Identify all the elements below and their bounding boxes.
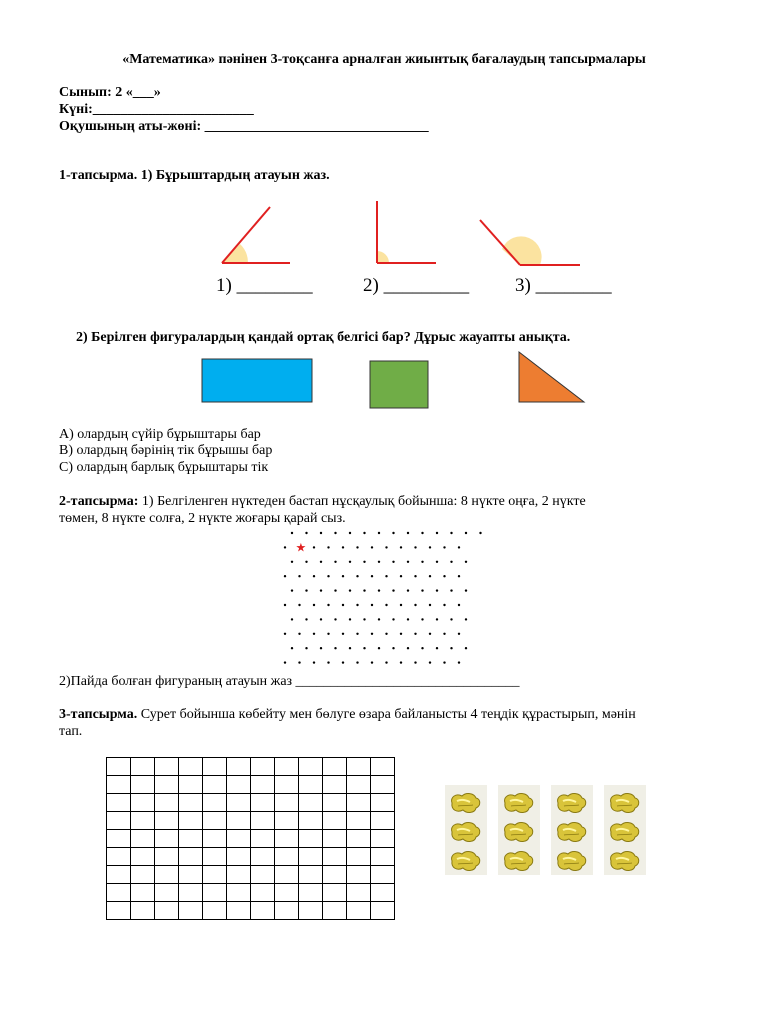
grid-cell[interactable] [323, 902, 347, 920]
grid-dot[interactable] [349, 618, 351, 620]
grid-dot[interactable] [436, 647, 438, 649]
grid-cell[interactable] [131, 884, 155, 902]
grid-dot[interactable] [458, 633, 460, 635]
grid-dot[interactable] [342, 575, 344, 577]
start-point-star-icon: ★ [295, 540, 307, 555]
grid-dot[interactable] [356, 661, 358, 663]
grid-dot[interactable] [342, 661, 344, 663]
grid-dot[interactable] [443, 575, 445, 577]
grid-dot[interactable] [291, 561, 293, 563]
grid-cell[interactable] [347, 812, 371, 830]
grid-dot[interactable] [298, 575, 300, 577]
student-name-line: Оқушының аты-жөні: ________________________________ [59, 119, 429, 134]
grid-cell[interactable] [131, 866, 155, 884]
grid-dot[interactable] [443, 546, 445, 548]
grid-cell[interactable] [323, 812, 347, 830]
grid-dot[interactable] [371, 546, 373, 548]
grid-dot[interactable] [392, 561, 394, 563]
grid-cell[interactable] [323, 848, 347, 866]
grid-cell[interactable] [275, 812, 299, 830]
nut-group [498, 785, 540, 875]
grid-cell[interactable] [179, 848, 203, 866]
grid-cell[interactable] [371, 830, 395, 848]
grid-cell[interactable] [107, 794, 131, 812]
grid-cell[interactable] [107, 884, 131, 902]
grid-cell[interactable] [203, 758, 227, 776]
grid-cell[interactable] [179, 884, 203, 902]
blue-rectangle [202, 359, 312, 402]
grid-cell[interactable] [227, 812, 251, 830]
grid-cell[interactable] [299, 848, 323, 866]
task2-question2: 2)Пайда болған фигураның атауын жаз ________________________________ [59, 674, 520, 689]
grid-row [107, 848, 395, 866]
grid-dot[interactable] [334, 647, 336, 649]
grid-cell[interactable] [107, 848, 131, 866]
grid-cell[interactable] [179, 776, 203, 794]
grid-cell[interactable] [371, 794, 395, 812]
orange-right-triangle [519, 352, 584, 402]
grid-dot[interactable] [334, 561, 336, 563]
grid-dot[interactable] [356, 575, 358, 577]
grid-cell[interactable] [275, 848, 299, 866]
obtuse-angle [480, 220, 580, 265]
grid-dot[interactable] [305, 618, 307, 620]
grid-dot[interactable] [407, 532, 409, 534]
grid-cell[interactable] [275, 884, 299, 902]
grid-cell[interactable] [155, 884, 179, 902]
grid-dot[interactable] [385, 546, 387, 548]
grid-dot[interactable] [320, 561, 322, 563]
grid-dot[interactable] [298, 604, 300, 606]
grid-cell[interactable] [107, 830, 131, 848]
grid-cell[interactable] [275, 794, 299, 812]
grid-cell[interactable] [251, 848, 275, 866]
grid-dot[interactable] [450, 532, 452, 534]
grid-row [107, 884, 395, 902]
grid-dot[interactable] [443, 604, 445, 606]
grid-dot[interactable] [429, 661, 431, 663]
grid-cell[interactable] [203, 902, 227, 920]
grid-cell[interactable] [227, 776, 251, 794]
grid-cell[interactable] [155, 848, 179, 866]
grid-cell[interactable] [251, 794, 275, 812]
nut-group [445, 785, 487, 875]
grid-cell[interactable] [227, 848, 251, 866]
grid-cell[interactable] [371, 848, 395, 866]
grid-dot[interactable] [385, 575, 387, 577]
grid-dot[interactable] [349, 561, 351, 563]
grid-cell[interactable] [323, 776, 347, 794]
grid-dot[interactable] [421, 561, 423, 563]
grid-cell[interactable] [155, 902, 179, 920]
grid-cell[interactable] [107, 902, 131, 920]
grid-dot[interactable] [479, 532, 481, 534]
task3-heading-label: 3-тапсырма. [59, 707, 138, 722]
grid-dot[interactable] [327, 546, 329, 548]
grid-dot[interactable] [436, 561, 438, 563]
grid-dot[interactable] [400, 661, 402, 663]
grid-cell[interactable] [155, 794, 179, 812]
grid-dot[interactable] [327, 633, 329, 635]
grid-dot[interactable] [334, 618, 336, 620]
grid-row [107, 794, 395, 812]
grid-dot[interactable] [465, 532, 467, 534]
grid-dot[interactable] [363, 589, 365, 591]
grid-dot[interactable] [356, 633, 358, 635]
grid-cell[interactable] [371, 884, 395, 902]
grid-dot[interactable] [320, 647, 322, 649]
grid-dot[interactable] [414, 633, 416, 635]
grid-cell[interactable] [227, 830, 251, 848]
grid-dot[interactable] [363, 561, 365, 563]
grid-dot[interactable] [436, 618, 438, 620]
grid-cell[interactable] [323, 866, 347, 884]
grid-dot[interactable] [342, 546, 344, 548]
grid-dot[interactable] [291, 647, 293, 649]
grid-cell[interactable] [275, 776, 299, 794]
grid-cell[interactable] [299, 866, 323, 884]
grid-dot[interactable] [407, 589, 409, 591]
grid-dot[interactable] [385, 633, 387, 635]
grid-cell[interactable] [131, 812, 155, 830]
grid-dot[interactable] [305, 589, 307, 591]
angle-label-1: 1) ________ [216, 275, 313, 296]
grid-cell[interactable] [275, 902, 299, 920]
grid-cell[interactable] [371, 866, 395, 884]
grid-cell[interactable] [131, 758, 155, 776]
grid-dot[interactable] [421, 532, 423, 534]
grid-dot[interactable] [349, 589, 351, 591]
grid-dot[interactable] [313, 661, 315, 663]
grid-cell[interactable] [251, 776, 275, 794]
grid-dot[interactable] [291, 618, 293, 620]
task2-heading-label: 2-тапсырма: [59, 494, 139, 509]
grid-dot[interactable] [284, 546, 286, 548]
grid-cell[interactable] [131, 794, 155, 812]
grid-dot[interactable] [356, 546, 358, 548]
task3-heading [59, 707, 636, 723]
grid-cell[interactable] [275, 866, 299, 884]
grid-dot[interactable] [371, 604, 373, 606]
grid-cell[interactable] [251, 812, 275, 830]
green-square [370, 361, 428, 408]
grid-dot[interactable] [378, 589, 380, 591]
grid-dot[interactable] [334, 532, 336, 534]
grid-row [107, 776, 395, 794]
grid-dot[interactable] [465, 647, 467, 649]
acute-angle [222, 207, 290, 263]
grid-dot[interactable] [378, 647, 380, 649]
grid-cell[interactable] [251, 758, 275, 776]
grid-dot[interactable] [400, 633, 402, 635]
grid-dot[interactable] [320, 589, 322, 591]
class-line: Сынып: 2 «___» [59, 85, 161, 100]
grid-dot[interactable] [407, 618, 409, 620]
grid-cell[interactable] [299, 758, 323, 776]
grid-dot[interactable] [443, 633, 445, 635]
grid-cell[interactable] [155, 758, 179, 776]
option-c: С) олардың барлық бұрыштары тік [59, 460, 269, 475]
grid-cell[interactable] [251, 830, 275, 848]
grid-dot[interactable] [414, 604, 416, 606]
grid-dot[interactable] [320, 618, 322, 620]
grid-dot[interactable] [378, 561, 380, 563]
grid-dot[interactable] [371, 661, 373, 663]
grid-dot[interactable] [421, 589, 423, 591]
grid-dot[interactable] [313, 633, 315, 635]
grid-cell[interactable] [251, 902, 275, 920]
grid-dot[interactable] [400, 575, 402, 577]
grid-dot[interactable] [421, 647, 423, 649]
grid-cell[interactable] [131, 830, 155, 848]
grid-dot[interactable] [356, 604, 358, 606]
grid-dot[interactable] [327, 575, 329, 577]
grid-dot[interactable] [327, 604, 329, 606]
grid-dot[interactable] [342, 633, 344, 635]
grid-cell[interactable] [227, 902, 251, 920]
grid-cell[interactable] [299, 794, 323, 812]
grid-cell[interactable] [323, 758, 347, 776]
grid-cell[interactable] [203, 776, 227, 794]
grid-cell[interactable] [107, 776, 131, 794]
task2-heading-line2: төмен, 8 нүкте солға, 2 нүкте жоғары қарай сыз. [59, 511, 346, 526]
grid-dot[interactable] [313, 604, 315, 606]
grid-cell[interactable] [299, 776, 323, 794]
nut-group [551, 785, 593, 875]
grid-cell[interactable] [155, 866, 179, 884]
answer-grid[interactable] [106, 757, 395, 920]
grid-dot[interactable] [400, 604, 402, 606]
grid-cell[interactable] [131, 776, 155, 794]
option-b: В) олардың бәрінің тік бұрышы бар [59, 443, 273, 458]
grid-cell[interactable] [227, 758, 251, 776]
grid-dot[interactable] [414, 661, 416, 663]
grid-dot[interactable] [284, 661, 286, 663]
grid-cell[interactable] [203, 812, 227, 830]
grid-row [107, 812, 395, 830]
grid-dot[interactable] [421, 618, 423, 620]
grid-cell[interactable] [227, 866, 251, 884]
grid-cell[interactable] [347, 830, 371, 848]
grid-dot[interactable] [465, 561, 467, 563]
grid-cell[interactable] [347, 758, 371, 776]
task3-heading-text: Сурет бойынша көбейту мен бөлуге өзара байланысты 4 теңдік құрастырып, мәнін [137, 707, 636, 722]
grid-dot[interactable] [450, 561, 452, 563]
grid-cell[interactable] [203, 866, 227, 884]
grid-dot[interactable] [400, 546, 402, 548]
grid-cell[interactable] [347, 866, 371, 884]
grid-cell[interactable] [347, 884, 371, 902]
grid-dot[interactable] [407, 561, 409, 563]
grid-cell[interactable] [107, 866, 131, 884]
grid-dot[interactable] [363, 618, 365, 620]
grid-dot[interactable] [284, 633, 286, 635]
task3-heading-line2: тап. [59, 724, 83, 739]
grid-dot[interactable] [429, 575, 431, 577]
task1-question2: 2) Берілген фигуралардың қандай ортақ белгісі бар? Дұрыс жауапты анықта. [76, 330, 571, 345]
task2-heading-text: 1) Белгіленген нүктеден бастап нұсқаулық бойынша: 8 нүкте оңға, 2 нүкте [138, 494, 586, 509]
grid-dot[interactable] [385, 661, 387, 663]
grid-dot[interactable] [313, 546, 315, 548]
grid-cell[interactable] [203, 848, 227, 866]
grid-dot[interactable] [284, 604, 286, 606]
grid-dot[interactable] [465, 618, 467, 620]
grid-dot[interactable] [363, 532, 365, 534]
grid-dot[interactable] [349, 532, 351, 534]
grid-dot[interactable] [407, 647, 409, 649]
grid-dot[interactable] [392, 618, 394, 620]
grid-cell[interactable] [131, 848, 155, 866]
grid-cell[interactable] [107, 758, 131, 776]
grid-dot[interactable] [465, 589, 467, 591]
grid-row [107, 902, 395, 920]
grid-cell[interactable] [227, 794, 251, 812]
grid-cell[interactable] [179, 794, 203, 812]
grid-dot[interactable] [436, 532, 438, 534]
grid-cell[interactable] [323, 830, 347, 848]
grid-dot[interactable] [458, 546, 460, 548]
grid-dot[interactable] [414, 546, 416, 548]
grid-dot[interactable] [429, 546, 431, 548]
grid-cell[interactable] [371, 812, 395, 830]
grid-dot[interactable] [450, 647, 452, 649]
shapes-figure [200, 352, 590, 412]
dot-grid [280, 528, 480, 670]
grid-cell[interactable] [179, 902, 203, 920]
grid-cell[interactable] [179, 758, 203, 776]
right-angle [377, 201, 436, 263]
grid-dot[interactable] [378, 618, 380, 620]
grid-dot[interactable] [342, 604, 344, 606]
grid-dot[interactable] [458, 575, 460, 577]
grid-cell[interactable] [227, 884, 251, 902]
grid-dot[interactable] [291, 532, 293, 534]
grid-cell[interactable] [275, 758, 299, 776]
grid-cell[interactable] [203, 794, 227, 812]
grid-row [107, 866, 395, 884]
grid-dot[interactable] [371, 633, 373, 635]
grid-dot[interactable] [392, 589, 394, 591]
grid-cell[interactable] [323, 884, 347, 902]
grid-dot[interactable] [313, 575, 315, 577]
grid-dot[interactable] [392, 647, 394, 649]
grid-dot[interactable] [298, 661, 300, 663]
grid-row [107, 830, 395, 848]
grid-cell[interactable] [323, 794, 347, 812]
grid-dot[interactable] [327, 661, 329, 663]
grid-cell[interactable] [347, 794, 371, 812]
grid-dot[interactable] [305, 561, 307, 563]
grid-cell[interactable] [179, 830, 203, 848]
grid-dot[interactable] [371, 575, 373, 577]
page-title: «Математика» пәнінен 3-тоқсанға арналған жиынтық бағалаудың тапсырмалары [122, 52, 646, 67]
grid-dot[interactable] [363, 647, 365, 649]
grid-cell[interactable] [371, 758, 395, 776]
grid-dot[interactable] [458, 661, 460, 663]
angle-label-3: 3) ________ [515, 275, 612, 296]
grid-dot[interactable] [429, 633, 431, 635]
grid-dot[interactable] [349, 647, 351, 649]
grid-cell[interactable] [299, 902, 323, 920]
date-line: Күні:_______________________ [59, 102, 254, 117]
grid-dot[interactable] [443, 661, 445, 663]
option-a: А) олардың сүйір бұрыштары бар [59, 427, 261, 442]
grid-cell[interactable] [155, 776, 179, 794]
grid-dot[interactable] [284, 575, 286, 577]
grid-dot[interactable] [305, 647, 307, 649]
grid-cell[interactable] [299, 884, 323, 902]
grid-dot[interactable] [334, 589, 336, 591]
grid-row [107, 758, 395, 776]
grid-dot[interactable] [450, 618, 452, 620]
grid-dot[interactable] [385, 604, 387, 606]
grid-dot[interactable] [320, 532, 322, 534]
grid-dot[interactable] [458, 604, 460, 606]
grid-dot[interactable] [429, 604, 431, 606]
task1-heading: 1-тапсырма. 1) Бұрыштардың атауын жаз. [59, 168, 330, 183]
grid-dot[interactable] [414, 575, 416, 577]
grid-cell[interactable] [275, 830, 299, 848]
task2-heading [59, 494, 586, 510]
grid-dot[interactable] [305, 532, 307, 534]
grid-dot[interactable] [436, 589, 438, 591]
grid-cell[interactable] [203, 830, 227, 848]
grid-cell[interactable] [371, 902, 395, 920]
grid-cell[interactable] [299, 812, 323, 830]
grid-dot[interactable] [378, 532, 380, 534]
angle-label-2: 2) _________ [363, 275, 470, 296]
grid-dot[interactable] [298, 633, 300, 635]
grid-dot[interactable] [450, 589, 452, 591]
grid-cell[interactable] [155, 812, 179, 830]
grid-cell[interactable] [371, 776, 395, 794]
nut-group [604, 785, 646, 875]
grid-cell[interactable] [251, 884, 275, 902]
grid-cell[interactable] [347, 776, 371, 794]
grid-cell[interactable] [203, 884, 227, 902]
grid-cell[interactable] [107, 812, 131, 830]
grid-cell[interactable] [179, 866, 203, 884]
grid-cell[interactable] [179, 812, 203, 830]
grid-cell[interactable] [299, 830, 323, 848]
grid-dot[interactable] [291, 589, 293, 591]
grid-dot[interactable] [392, 532, 394, 534]
grid-cell[interactable] [251, 866, 275, 884]
grid-cell[interactable] [347, 848, 371, 866]
grid-cell[interactable] [155, 830, 179, 848]
grid-cell[interactable] [347, 902, 371, 920]
grid-cell[interactable] [131, 902, 155, 920]
